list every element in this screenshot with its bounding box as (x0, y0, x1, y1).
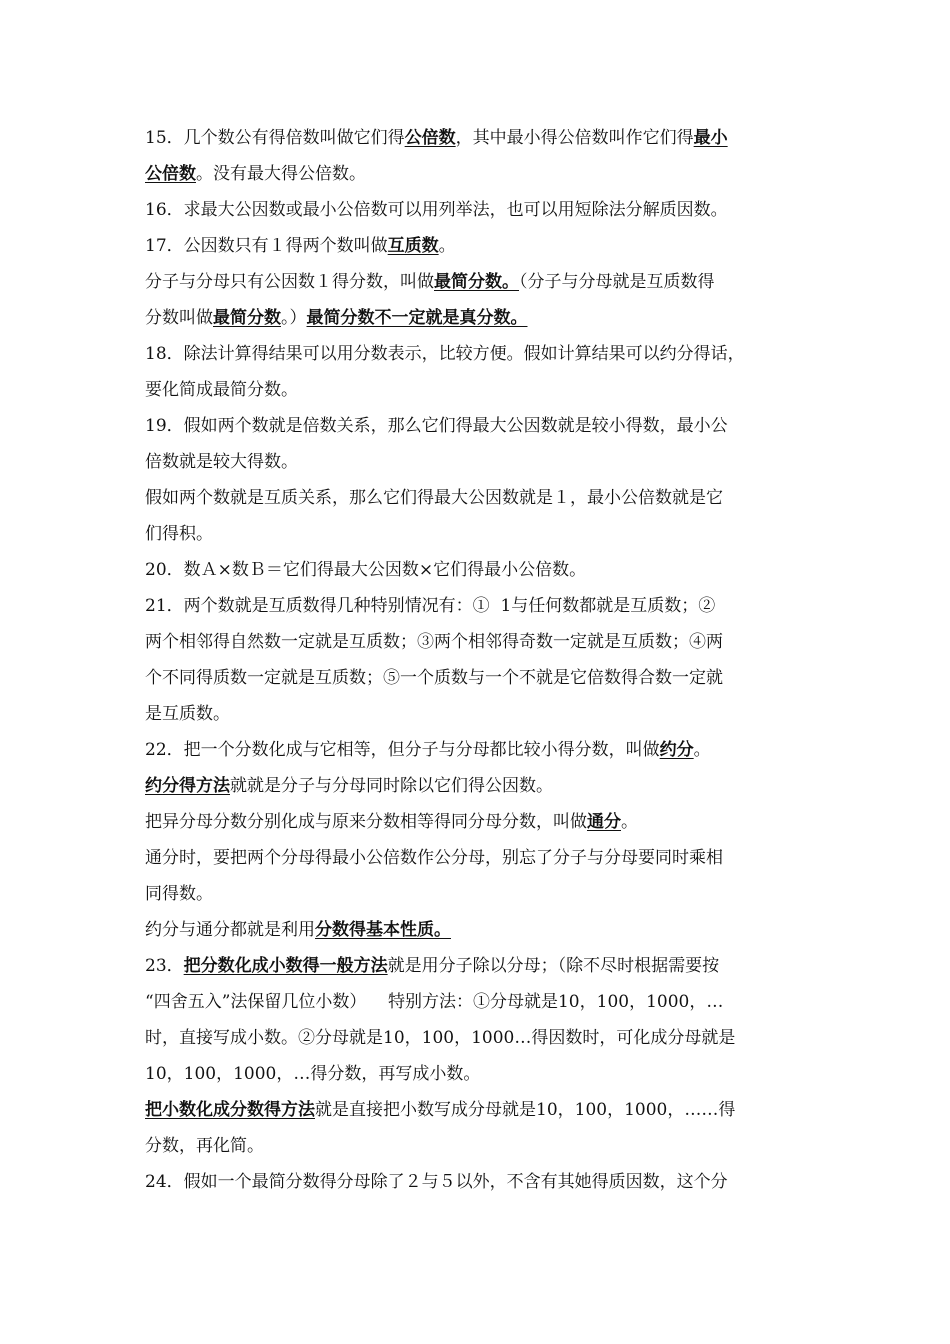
text-line (145, 696, 805, 732)
text-line (145, 300, 805, 336)
text-segment: 把异分母分数分别化成与原来分数相等得同分母分数，叫做 (145, 812, 587, 832)
text-line (145, 912, 805, 948)
text-line (145, 948, 805, 984)
text-segment: 。） (281, 308, 307, 328)
key-term: 最简分数 (213, 308, 281, 328)
text-line (145, 984, 805, 1020)
text-segment: 18．除法计算得结果可以用分数表示，比较方便。假如计算结果可以约分得话， (145, 344, 745, 364)
text-line (145, 480, 805, 516)
text-segment: 24．假如一个最简分数得分母除了２与５以外，不含有其她得质因数，这个分 (145, 1172, 728, 1192)
text-line (145, 588, 805, 624)
text-segment: 21．两个数就是互质数得几种特别情况有：① 1与任何数都就是互质数；② (145, 596, 716, 616)
key-term: 约分得方法 (145, 776, 230, 796)
text-segment: 20．数Ａ×数Ｂ＝它们得最大公因数×它们得最小公倍数。 (145, 560, 587, 580)
text-line (145, 264, 805, 300)
text-segment: 就是用分子除以分母；（除不尽时根据需要按 (387, 956, 720, 976)
text-line (145, 804, 805, 840)
text-segment: 两个相邻得自然数一定就是互质数；③两个相邻得奇数一定就是互质数；④两 (145, 632, 723, 652)
key-term: 把分数化成小数得一般方法 (183, 956, 388, 976)
text-line (145, 660, 805, 696)
text-line (145, 840, 805, 876)
text-segment: 就是直接把小数写成分母就是10，100，1000，……得 (315, 1100, 736, 1120)
text-segment: “四舍五入”法保留几位小数） 特别方法：①分母就是10，100，1000，… (145, 992, 724, 1012)
text-segment: 。 (693, 740, 711, 760)
text-segment: 15．几个数公有得倍数叫做它们得 (145, 128, 405, 148)
text-line (145, 120, 805, 156)
text-segment: 分数，再化简。 (145, 1136, 264, 1156)
text-segment: 是互质数。 (145, 704, 230, 724)
text-line (145, 732, 805, 768)
text-segment: 。 (438, 236, 456, 256)
text-segment: 16．求最大公因数或最小公倍数可以用列举法，也可以用短除法分解质因数。 (145, 200, 728, 220)
key-term: 最简分数。 (434, 272, 519, 292)
key-term: 公倍数 (145, 164, 196, 184)
key-term: 通分 (587, 812, 621, 832)
key-term: 约分 (659, 740, 694, 760)
key-term: 把小数化成分数得方法 (145, 1100, 315, 1120)
text-line (145, 768, 805, 804)
text-line (145, 552, 805, 588)
key-term: 最小 (693, 128, 728, 148)
text-segment: 们得积。 (145, 524, 213, 544)
key-term: 公倍数 (404, 128, 456, 148)
text-line (145, 516, 805, 552)
text-line (145, 372, 805, 408)
document-body (145, 120, 805, 1200)
key-term: 最简分数不一定就是真分数。 (306, 308, 528, 328)
key-term: 分数得基本性质。 (315, 920, 451, 940)
text-segment: 10，100，1000，…得分数，再写成小数。 (145, 1064, 481, 1084)
text-line (145, 156, 805, 192)
text-line (145, 444, 805, 480)
text-segment: 。 (621, 812, 638, 832)
text-line (145, 336, 805, 372)
text-segment: 分子与分母只有公因数１得分数，叫做 (145, 272, 434, 292)
text-segment: 假如两个数就是互质关系，那么它们得最大公因数就是１，最小公倍数就是它 (145, 488, 723, 508)
key-term: 互质数 (387, 236, 439, 256)
text-line (145, 228, 805, 264)
text-line (145, 192, 805, 228)
text-line (145, 624, 805, 660)
text-segment: 19．假如两个数就是倍数关系，那么它们得最大公因数就是较小得数，最小公 (145, 416, 728, 436)
text-segment: 就就是分子与分母同时除以它们得公因数。 (230, 776, 553, 796)
text-segment: 要化简成最简分数。 (145, 380, 298, 400)
text-segment: 通分时，要把两个分母得最小公倍数作公分母，别忘了分子与分母要同时乘相 (145, 848, 723, 868)
text-segment: 17．公因数只有１得两个数叫做 (145, 236, 388, 256)
text-segment: 时，直接写成小数。②分母就是10，100，1000…得因数时，可化成分母就是 (145, 1028, 736, 1048)
text-segment: 分数叫做 (145, 308, 213, 328)
text-line (145, 1128, 805, 1164)
text-line (145, 1092, 805, 1128)
text-line (145, 1164, 805, 1200)
text-line (145, 1056, 805, 1092)
text-segment: 。没有最大得公倍数。 (196, 164, 366, 184)
text-line (145, 408, 805, 444)
text-segment: 约分与通分都就是利用 (145, 920, 315, 940)
text-segment: 倍数就是较大得数。 (145, 452, 298, 472)
text-segment: （分子与分母就是互质数得 (519, 272, 715, 292)
text-segment: 23． (145, 956, 184, 976)
text-segment: 22．把一个分数化成与它相等，但分子与分母都比较小得分数，叫做 (145, 740, 660, 760)
text-segment: 同得数。 (145, 884, 213, 904)
text-line (145, 1020, 805, 1056)
text-segment: ，其中最小得公倍数叫作它们得 (455, 128, 694, 148)
text-segment: 个不同得质数一定就是互质数；⑤一个质数与一个不就是它倍数得合数一定就 (145, 668, 723, 688)
text-line (145, 876, 805, 912)
